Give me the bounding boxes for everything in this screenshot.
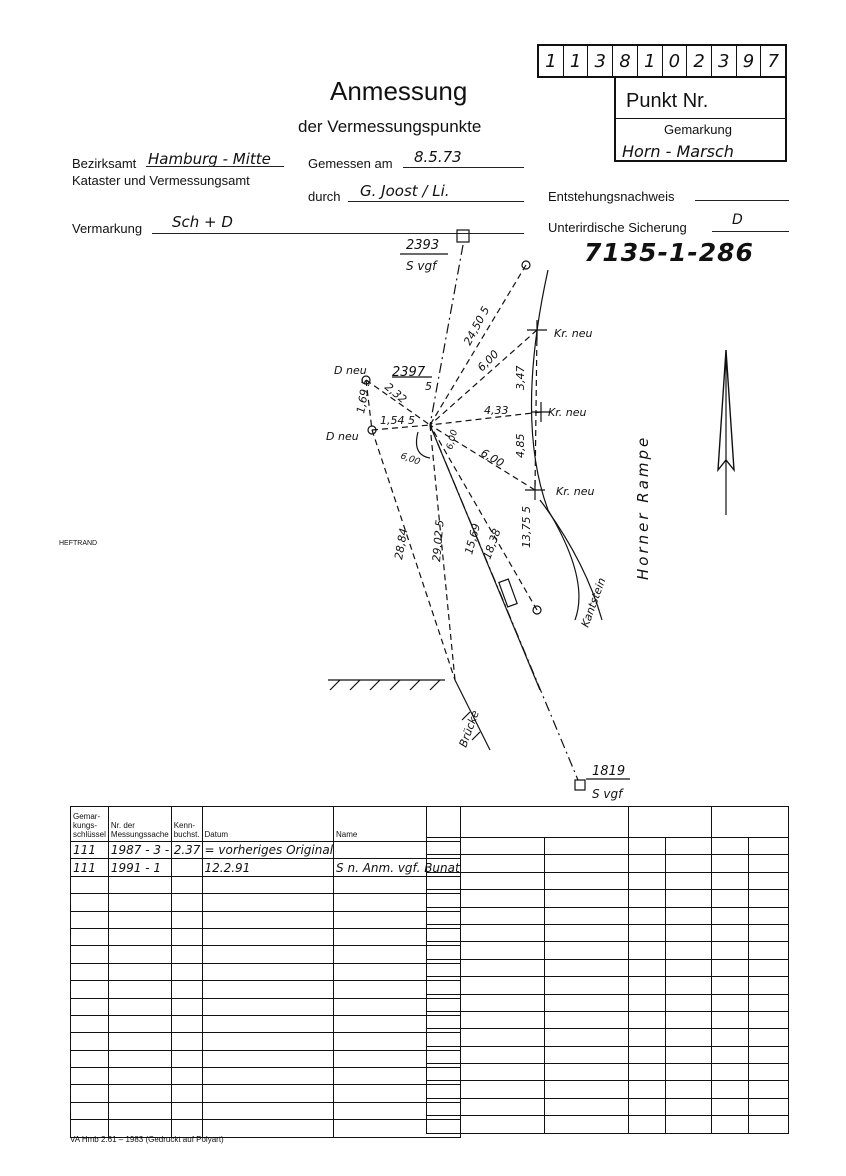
table-row (427, 959, 789, 976)
table-cell (202, 1015, 334, 1032)
table-cell (666, 959, 712, 976)
bezirksamt-value: Hamburg - Mitte (148, 150, 271, 168)
table-cell (712, 994, 749, 1011)
table-cell (171, 981, 202, 998)
table-cell (71, 1068, 109, 1085)
table-cell (545, 1081, 629, 1098)
table-cell (545, 907, 629, 924)
table-cell: 1987 - 3 - (108, 842, 171, 859)
table-cell (629, 924, 666, 941)
table-cell (749, 1081, 789, 1098)
table-cell (712, 1116, 749, 1133)
table-cell (171, 876, 202, 893)
table-cell: 1991 - 1 (108, 859, 171, 876)
table-cell (71, 894, 109, 911)
table-row (71, 859, 461, 876)
table-cell: 2.37 (171, 842, 202, 859)
table-cell (712, 855, 749, 872)
table-cell (666, 924, 712, 941)
table-cell (629, 872, 666, 889)
table-cell (712, 924, 749, 941)
kataster-label: Kataster und Vermessungsamt (72, 173, 250, 188)
label-2397-sub: 5 (425, 380, 432, 393)
table-cell (71, 1050, 109, 1067)
footer-note: VA Hmb 2.61 – 1983 (Gedruckt auf Polyart) (70, 1135, 224, 1144)
table-row (427, 838, 789, 855)
table-row (71, 928, 461, 945)
table-cell (545, 1064, 629, 1081)
table-cell (108, 1015, 171, 1032)
table-row (71, 842, 461, 859)
table-cell (427, 1046, 545, 1063)
m-1695: 1,69 5 (354, 377, 374, 415)
table-cell (712, 807, 789, 838)
table-cell (108, 894, 171, 911)
form-subtitle: der Vermessungspunkte (298, 117, 482, 136)
table-row (427, 1029, 789, 1046)
table-cell (629, 1081, 666, 1098)
table-cell (629, 1011, 666, 1028)
table-cell (202, 1050, 334, 1067)
number-box: 8 (613, 46, 638, 76)
table-cell (545, 1098, 629, 1115)
table-cell (108, 911, 171, 928)
table-cell (666, 994, 712, 1011)
table-cell (202, 1085, 334, 1102)
table-cell (749, 924, 789, 941)
label-2393: 2393 (406, 238, 440, 253)
number-box: 9 (737, 46, 762, 76)
vermarkung-label: Vermarkung (72, 221, 143, 236)
table-cell (108, 1085, 171, 1102)
table-cell (629, 942, 666, 959)
table-cell (749, 1011, 789, 1028)
table-cell (629, 890, 666, 907)
table-cell (545, 1116, 629, 1133)
table-row (427, 994, 789, 1011)
table-cell (749, 890, 789, 907)
table-cell (171, 1068, 202, 1085)
table-row (427, 977, 789, 994)
table-cell (629, 907, 666, 924)
m-600d: 6,00 (445, 428, 461, 451)
table-cell: = vorheriges Original (202, 842, 334, 859)
number-box: 0 (663, 46, 688, 76)
table-row (427, 1011, 789, 1028)
table-cell (666, 1098, 712, 1115)
table-cell (629, 855, 666, 872)
table-cell (171, 1085, 202, 1102)
table-row (427, 1098, 789, 1115)
table-cell: 12.2.91 (202, 859, 334, 876)
table-row (427, 890, 789, 907)
table-row (427, 855, 789, 872)
label-2393-sub: S vgf (406, 259, 437, 273)
table-cell (712, 1081, 749, 1098)
table-cell (427, 1029, 545, 1046)
table-cell (629, 959, 666, 976)
col-datum: Datum (202, 807, 334, 842)
table-cell (666, 1116, 712, 1133)
table-row (71, 981, 461, 998)
table-cell (427, 907, 545, 924)
number-box: 2 (687, 46, 712, 76)
table-cell (427, 1064, 545, 1081)
table-cell (202, 1102, 334, 1119)
table-cell (545, 1046, 629, 1063)
label-d-neu-1: D neu (334, 364, 367, 377)
table-cell (545, 855, 629, 872)
table-cell (108, 963, 171, 980)
table-cell (108, 946, 171, 963)
table-row (71, 946, 461, 963)
m-24: 24,50 5 (461, 304, 493, 348)
number-box: 1 (638, 46, 663, 76)
table-cell (427, 872, 545, 889)
table-cell (712, 907, 749, 924)
table-row (427, 807, 789, 838)
m-347: 3,47 (514, 365, 527, 390)
table-cell (202, 928, 334, 945)
table-cell (71, 981, 109, 998)
table-cell (666, 872, 712, 889)
table-cell (666, 907, 712, 924)
table-row (71, 894, 461, 911)
table-cell (202, 1033, 334, 1050)
m-1545: 1,54 5 (380, 414, 415, 427)
table-cell (427, 924, 545, 941)
table-row (427, 907, 789, 924)
table-cell (202, 876, 334, 893)
table-row (71, 998, 461, 1015)
table-cell (427, 959, 545, 976)
table-cell (712, 942, 749, 959)
m-485: 4,85 (514, 433, 527, 458)
table-cell (71, 911, 109, 928)
number-box: 7 (767, 50, 779, 72)
m-1569: 15,69 (462, 521, 484, 556)
table-cell (427, 977, 545, 994)
table-cell (666, 1064, 712, 1081)
table-cell (749, 855, 789, 872)
table-cell (71, 946, 109, 963)
table-cell (749, 1098, 789, 1115)
table-cell (545, 838, 629, 855)
table-cell (666, 977, 712, 994)
form-title: Anmessung (330, 76, 468, 106)
table-row (427, 1116, 789, 1133)
bezirksamt-label: Bezirksamt (72, 156, 137, 171)
table-cell (712, 872, 749, 889)
label-d-neu-2: D neu (326, 430, 359, 443)
durch-value: G. Joost / Li. (360, 182, 450, 200)
table-cell (427, 1011, 545, 1028)
table-cell (171, 998, 202, 1015)
table-cell (749, 1046, 789, 1063)
m-1838: 18,38 (480, 526, 504, 562)
table-cell (171, 911, 202, 928)
table-cell (171, 946, 202, 963)
table-cell (427, 890, 545, 907)
table-cell (629, 1116, 666, 1133)
table-cell (71, 876, 109, 893)
number-box: 1 (539, 46, 564, 76)
table-cell (629, 1098, 666, 1115)
table-cell (629, 977, 666, 994)
m-600c: 6,00 (398, 451, 422, 468)
table-cell (712, 959, 749, 976)
record-table (70, 806, 461, 1138)
table-row (427, 1046, 789, 1063)
table-cell (666, 1081, 712, 1098)
m-433: 4,33 (484, 404, 509, 417)
number-box: 1 (564, 46, 589, 76)
table-cell (202, 981, 334, 998)
kantstein-label: Kantstein (578, 576, 609, 630)
label-kr-1: Kr. neu (554, 327, 593, 340)
table-row (71, 963, 461, 980)
table-row (427, 1064, 789, 1081)
table-cell (108, 928, 171, 945)
table-cell (712, 977, 749, 994)
table-cell (545, 977, 629, 994)
table-cell (712, 838, 749, 855)
table-cell (749, 959, 789, 976)
table-cell (749, 838, 789, 855)
right-table (426, 806, 789, 1134)
vermarkung-value: Sch + D (172, 213, 233, 231)
table-cell (202, 946, 334, 963)
table-cell (108, 998, 171, 1015)
table-cell (666, 890, 712, 907)
table-cell (629, 1029, 666, 1046)
point-number: 7135-1-286 (584, 238, 754, 267)
m-232: 2,32 (382, 380, 410, 407)
table-cell (171, 1015, 202, 1032)
col-name: Name (334, 807, 461, 842)
horner-rampe-label: Horner Rampe (634, 434, 652, 580)
table-cell (171, 963, 202, 980)
label-1819-sub: S vgf (592, 787, 623, 801)
col-kennbuchst: Kenn-buchst. (171, 807, 202, 842)
label-1819: 1819 (592, 764, 626, 779)
gemarkung-value: Horn - Marsch (622, 142, 734, 161)
table-cell: S n. Anm. vgf. Bunat (334, 859, 461, 876)
table-cell (171, 894, 202, 911)
table-cell (749, 1116, 789, 1133)
m-1375: 13,75 5 (520, 506, 533, 548)
table-cell (712, 1029, 749, 1046)
table-cell (71, 1085, 109, 1102)
gemessen-label: Gemessen am (308, 156, 393, 171)
table-cell: 111 (71, 859, 109, 876)
table-cell (666, 838, 712, 855)
table-cell (71, 928, 109, 945)
table-cell (749, 907, 789, 924)
table-cell (545, 924, 629, 941)
table-cell (71, 963, 109, 980)
label-kr-2: Kr. neu (548, 406, 587, 419)
table-cell (171, 1050, 202, 1067)
col-messungssache: Nr. der Messungssache (108, 807, 171, 842)
table-cell (545, 1029, 629, 1046)
table-cell (545, 994, 629, 1011)
table-row (71, 911, 461, 928)
number-box: 3 (588, 46, 613, 76)
table-cell (712, 1046, 749, 1063)
table-cell (108, 1068, 171, 1085)
table-cell (171, 928, 202, 945)
table-cell (749, 1029, 789, 1046)
sicherung-value: D (732, 212, 743, 228)
punkt-label: Punkt Nr. (626, 90, 709, 112)
table-cell (629, 1046, 666, 1063)
table-cell: 111 (71, 842, 109, 859)
table-cell (171, 1033, 202, 1050)
gemarkung-label: Gemarkung (664, 122, 732, 137)
label-kr-3: Kr. neu (556, 485, 595, 498)
table-cell (71, 1102, 109, 1119)
table-cell (545, 1011, 629, 1028)
table-cell (629, 807, 712, 838)
table-cell (712, 1011, 749, 1028)
sicherung-label: Unterirdische Sicherung (548, 220, 687, 235)
table-cell (108, 1102, 171, 1119)
table-cell (427, 1081, 545, 1098)
table-cell (202, 963, 334, 980)
table-cell (545, 890, 629, 907)
table-cell (629, 838, 666, 855)
gemessen-value: 8.5.73 (414, 148, 462, 166)
table-cell (71, 1015, 109, 1032)
table-cell (712, 890, 749, 907)
label-2397: 2397 (392, 365, 426, 380)
table-row (71, 1085, 461, 1102)
m-600b: 6,00 (478, 446, 507, 470)
table-cell (545, 942, 629, 959)
table-cell (666, 1029, 712, 1046)
table-cell (629, 1064, 666, 1081)
number-box: 3 (712, 46, 737, 76)
table-cell (545, 959, 629, 976)
table-row (71, 1015, 461, 1032)
m-2902: 29,02 5 (430, 519, 447, 563)
table-cell (749, 942, 789, 959)
table-cell (749, 977, 789, 994)
m-2884: 28,84 (392, 527, 411, 561)
table-cell (427, 807, 629, 838)
heftrand-label: HEFTRAND (59, 540, 98, 547)
table-cell (427, 942, 545, 959)
table-row (427, 924, 789, 941)
m-600a: 6,00 (474, 347, 502, 375)
table-cell (545, 872, 629, 889)
table-row (427, 872, 789, 889)
table-cell (108, 981, 171, 998)
table-cell (202, 998, 334, 1015)
table-cell (749, 872, 789, 889)
table-row (427, 1081, 789, 1098)
col-gemarkungsschluessel: Gemar-kungs-schlüssel (71, 807, 109, 842)
table-cell (712, 1064, 749, 1081)
table-row (71, 1068, 461, 1085)
table-cell (202, 911, 334, 928)
table-cell (749, 1064, 789, 1081)
entstehung-label: Entstehungsnachweis (548, 189, 675, 204)
bruecke-label: Brücke (456, 708, 482, 750)
table-row (71, 1050, 461, 1067)
table-cell (71, 998, 109, 1015)
table-row (427, 942, 789, 959)
table-cell (202, 894, 334, 911)
table-cell (71, 1033, 109, 1050)
table-row (71, 1033, 461, 1050)
table-cell (712, 1098, 749, 1115)
table-cell (749, 994, 789, 1011)
table-cell (171, 859, 202, 876)
table-cell (666, 855, 712, 872)
table-cell (202, 1068, 334, 1085)
table-cell (427, 855, 545, 872)
table-cell (427, 1116, 545, 1133)
table-cell (108, 1033, 171, 1050)
durch-label: durch (308, 189, 341, 204)
table-cell (427, 994, 545, 1011)
table-cell (629, 994, 666, 1011)
table-row (71, 876, 461, 893)
table-cell (171, 1102, 202, 1119)
table-cell (427, 1098, 545, 1115)
table-cell (427, 838, 545, 855)
table-cell (666, 1011, 712, 1028)
table-cell (666, 1046, 712, 1063)
table-row (71, 1102, 461, 1119)
table-cell (108, 1050, 171, 1067)
table-cell (108, 876, 171, 893)
table-cell (666, 942, 712, 959)
